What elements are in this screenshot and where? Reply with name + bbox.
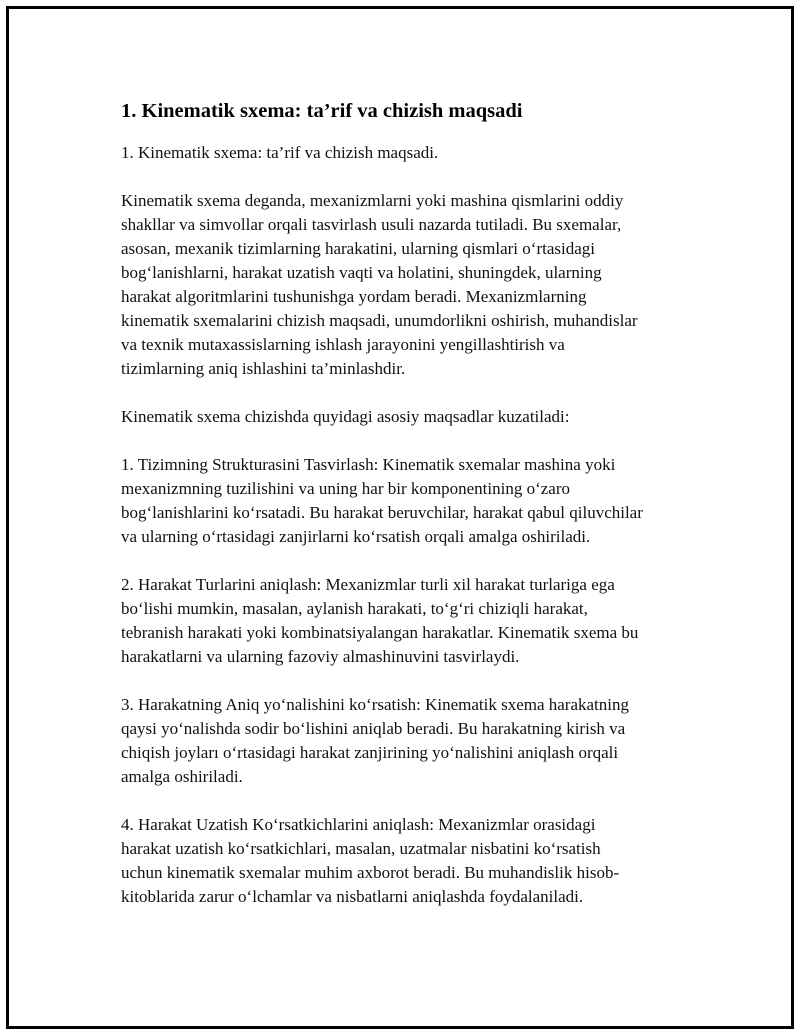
text-line: chiqish joyları o‘rtasidagi harakat zanjirining yo‘nalishini aniqlash orqali xyxy=(121,743,619,762)
text-line: 4. Harakat Uzatish Ko‘rsatkichlarini aniqlash: Mexanizmlar orasidagi xyxy=(121,815,596,834)
text-line: va texnik mutaxassislarning ishlash jarayonini yengillashtirish va xyxy=(121,335,565,354)
paragraph-goal-3 xyxy=(121,693,696,789)
text-line: qaysi yo‘nalishda sodir bo‘lishini aniqlab beradi. Bu harakatning kirish va xyxy=(121,719,626,738)
text-line: 1. Kinematik sxema: ta’rif va chizish maqsadi. xyxy=(121,143,439,162)
paragraph-goal-1 xyxy=(121,453,696,549)
text-line: va ularning o‘rtasidagi zanjirlarni ko‘rsatish orqali amalga oshiriladi. xyxy=(121,527,591,546)
page-border xyxy=(6,6,794,1029)
text-line: harakat algoritmlarini tushunishga yordam beradi. Mexanizmlarning xyxy=(121,287,587,306)
paragraph-goal-4 xyxy=(121,813,696,909)
text-line: tizimlarning aniq ishlashini ta’minlashdir. xyxy=(121,359,406,378)
text-line: Kinematik sxema chizishda quyidagi asosiy maqsadlar kuzatiladi: xyxy=(121,407,570,426)
text-line: uchun kinematik sxemalar muhim axborot beradi. Bu muhandislik hisob- xyxy=(121,863,620,882)
text-line: kitoblarida zarur o‘lchamlar va nisbatlarni aniqlashda foydalaniladi. xyxy=(121,887,584,906)
document-heading: 1. Kinematik sxema: ta’rif va chizish maqsadi xyxy=(121,100,523,122)
text-line: shakllar va simvollar orqali tasvirlash usuli nazarda tutiladi. Bu sxemalar, xyxy=(121,215,622,234)
text-line: tebranish harakati yoki kombinatsiyalangan harakatlar. Kinematik sxema bu xyxy=(121,623,639,642)
text-line: bog‘lanishlarini ko‘rsatadi. Bu harakat beruvchilar, harakat qabul qiluvchilar xyxy=(121,503,643,522)
text-line: bo‘lishi mumkin, masalan, aylanish harakati, to‘g‘ri chiziqli harakat, xyxy=(121,599,588,618)
paragraph-intro xyxy=(121,141,696,165)
text-line: mexanizmning tuzilishini va uning har bir komponentining o‘zaro xyxy=(121,479,570,498)
text-line: bog‘lanishlarni, harakat uzatish vaqti va holatini, shuningdek, ularning xyxy=(121,263,602,282)
paragraph-definition xyxy=(121,189,696,381)
text-line: kinematik sxemalarini chizish maqsadi, unumdorlikni oshirish, muhandislar xyxy=(121,311,638,330)
text-line: harakatlarni va ularning fazoviy almashinuvini tasvirlaydi. xyxy=(121,647,520,666)
text-line: harakat uzatish ko‘rsatkichlari, masalan, uzatmalar nisbatini ko‘rsatish xyxy=(121,839,601,858)
text-line: 2. Harakat Turlarini aniqlash: Mexanizmlar turli xil harakat turlariga ega xyxy=(121,575,615,594)
text-line: Kinematik sxema deganda, mexanizmlarni yoki mashina qismlarini oddiy xyxy=(121,191,624,210)
document-body xyxy=(121,97,696,933)
text-line: asosan, mexanik tizimlarning harakatini, ularning qismlari o‘rtasidagi xyxy=(121,239,595,258)
text-line: amalga oshiriladi. xyxy=(121,767,243,786)
text-line: 3. Harakatning Aniq yo‘nalishini ko‘rsatish: Kinematik sxema harakatning xyxy=(121,695,629,714)
paragraph-goals-intro xyxy=(121,405,696,429)
paragraph-goal-2 xyxy=(121,573,696,669)
text-line: 1. Tizimning Strukturasini Tasvirlash: Kinematik sxemalar mashina yoki xyxy=(121,455,616,474)
